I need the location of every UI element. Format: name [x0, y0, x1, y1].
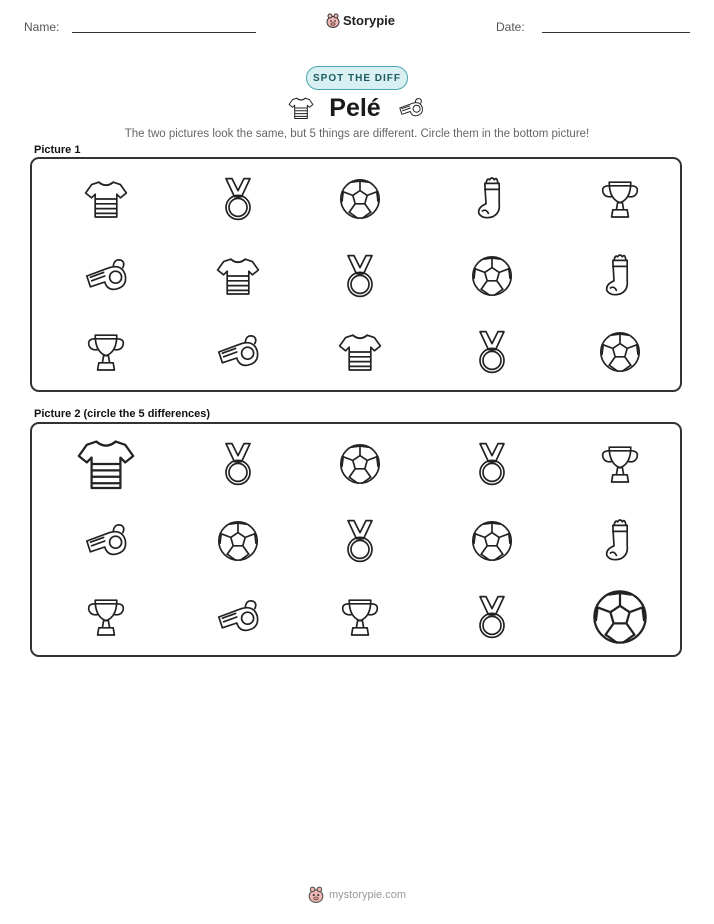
date-label: Date:: [496, 20, 525, 34]
ball-icon[interactable]: [588, 585, 652, 649]
footer-url: mystorypie.com: [328, 888, 407, 901]
trophy-icon: [596, 175, 644, 223]
ball-icon: [596, 328, 644, 376]
picture-2-panel[interactable]: [30, 422, 682, 657]
medal-icon: [468, 328, 516, 376]
spot-the-diff-badge: SPOT THE DIFF: [306, 66, 408, 90]
sock-icon: [596, 252, 644, 300]
trophy-icon[interactable]: [82, 593, 130, 641]
shirt-icon: [82, 175, 130, 223]
whistle-icon: [82, 252, 130, 300]
footer: [0, 886, 714, 903]
picture-1-label: Picture 1: [34, 144, 81, 156]
page-title: Pelé: [329, 93, 381, 122]
sock-icon: [468, 175, 516, 223]
name-label: Name:: [24, 20, 60, 34]
medal-icon: [336, 252, 384, 300]
medal-icon[interactable]: [214, 440, 262, 488]
title-row: [0, 92, 714, 124]
ball-icon: [468, 252, 516, 300]
ball-icon[interactable]: [468, 517, 516, 565]
sock-icon[interactable]: [596, 517, 644, 565]
shirt-icon[interactable]: [74, 432, 138, 496]
whistle-icon[interactable]: [82, 517, 130, 565]
trophy-icon: [82, 328, 130, 376]
medal-icon[interactable]: [336, 517, 384, 565]
shirt-icon: [336, 328, 384, 376]
brand-name: Storypie: [343, 13, 396, 28]
whistle-icon[interactable]: [214, 593, 262, 641]
trophy-icon[interactable]: [336, 593, 384, 641]
ball-icon[interactable]: [336, 440, 384, 488]
medal-icon: [214, 175, 262, 223]
picture-2-label: Picture 2 (circle the 5 differences): [34, 408, 211, 420]
whistle-icon: [214, 328, 262, 376]
medal-icon[interactable]: [468, 440, 516, 488]
whistle-icon: [395, 94, 427, 122]
ball-icon: [336, 175, 384, 223]
pig-mascot-icon: [308, 886, 324, 903]
date-field[interactable]: [542, 32, 690, 33]
trophy-icon[interactable]: [596, 440, 644, 488]
instructions: The two pictures look the same, but 5 things are different. Circle them in the bottom picture!: [124, 128, 590, 140]
name-field[interactable]: [72, 32, 256, 33]
shirt-icon: [287, 94, 315, 122]
ball-icon[interactable]: [214, 517, 262, 565]
shirt-icon: [214, 252, 262, 300]
medal-icon[interactable]: [468, 593, 516, 641]
pig-mascot-icon: [326, 13, 340, 28]
picture-1-panel: [30, 157, 682, 392]
brand-logo: [326, 13, 395, 28]
